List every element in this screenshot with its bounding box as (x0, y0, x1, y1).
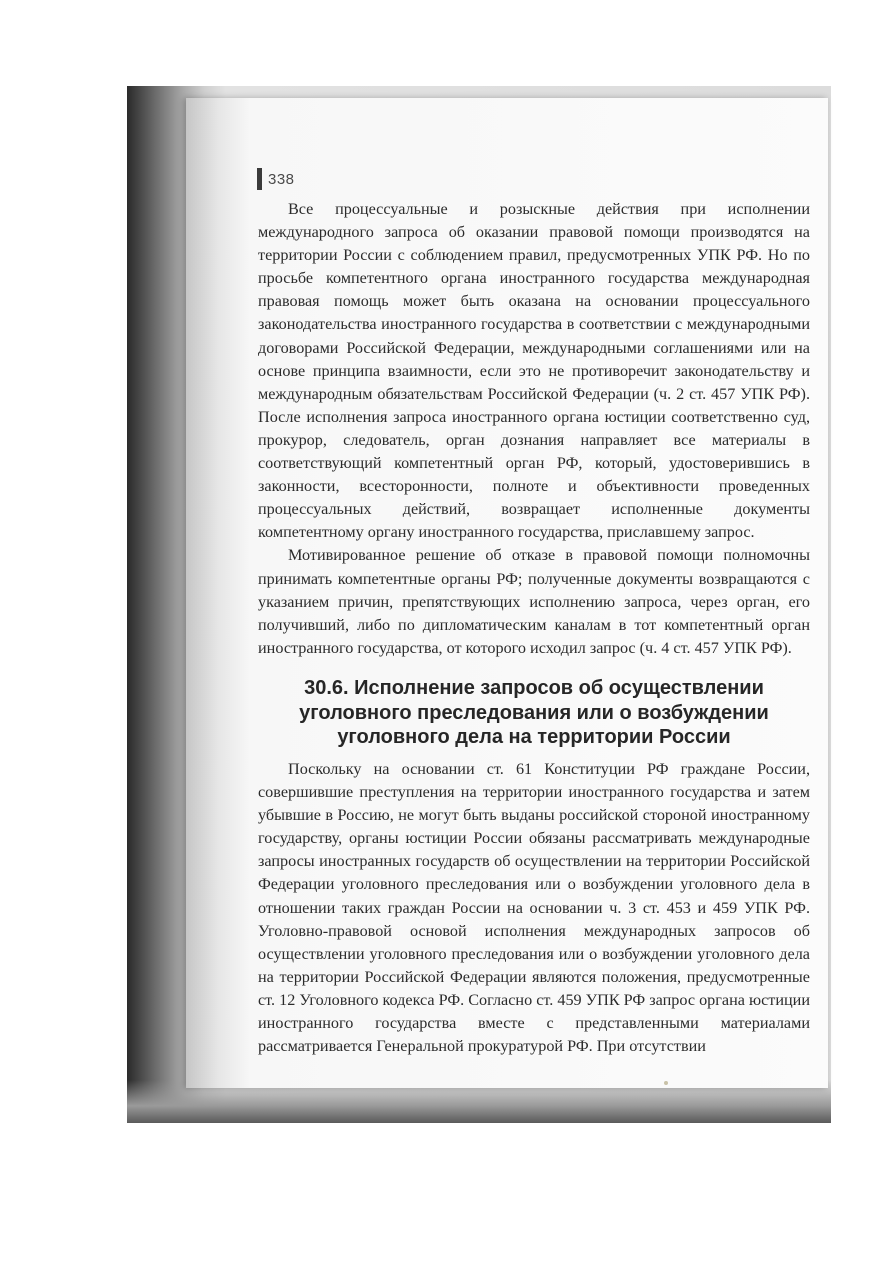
scan-speck (664, 1081, 668, 1085)
page-number: 338 (268, 170, 295, 188)
page-number-bar (257, 168, 262, 190)
text-block-top (258, 198, 810, 660)
section-heading-line: уголовного преследования или о возбуждении (299, 701, 769, 724)
paragraph: Поскольку на основании ст. 61 Конституции РФ граждане России, совершившие преступления на территории иностранного государства и затем убывшие в Россию, не могут быть выданы российской стороной иностранному государству, органы юстиции России обязаны рассматривать международные запросы иностранных государств об осуществлении на территории Российской Федерации уголовного преследования или о возбуждении уголовного дела в отношении таких граждан России на основании ч. 3 ст. 453 и 459 УПК РФ. Уголовно-правовой основой исполнения международных запросов об осуществлении уголовного преследования или о возбуждении уголовного дела на территории Российской Федерации являются положения, предусмотренные ст. 12 Уголовного кодекса РФ. Согласно ст. 459 УПК РФ запрос органа юстиции иностранного государства вместе с представленными материалами рассматривается Генеральной прокуратурой РФ. При отсутствии (258, 760, 810, 1056)
section-heading-line: 30.6. Исполнение запросов об осуществлении (304, 677, 764, 699)
text-block-bottom (258, 758, 810, 1058)
section-heading (258, 676, 810, 750)
paragraph: Все процессуальные и розыскные действия при исполнении международного запроса об оказании правовой помощи производятся на территории России с соблюдением правил, предусмотренных УПК РФ. Но по просьбе компетентного органа иностранного государства международная правовая помощь может быть оказана на основании процессуального законодательства иностранного государства в соответствии с международными договорами Российской Федерации, международными соглашениями или на основе принципа взаимности, если это не противоречит законодательству и международным обязательствам Российской Федерации (ч. 2 ст. 457 УПК РФ). После исполнения запроса иностранного органа юстиции соответственно суд, прокурор, следователь, орган дознания направляет все материалы в соответствующий компетентный орган РФ, который, удостоверившись в законности, всесторонности, полноте и объективности проведенных процессуальных действий, возвращает исполненные документы компетентному органу иностранного государства, приславшему запрос. (258, 200, 810, 542)
page-number-marker (257, 168, 295, 190)
section-heading-line: уголовного дела на территории России (337, 726, 731, 748)
paragraph: Мотивированное решение об отказе в правовой помощи полномочны принимать компетентные органы РФ; полученные документы возвращаются с указанием причин, препятствующих исполнению запроса, через орган, его получивший, либо по дипломатическим каналам в тот компетентный орган иностранного государства, от которого исходил запрос (ч. 4 ст. 457 УПК РФ). (258, 546, 810, 657)
